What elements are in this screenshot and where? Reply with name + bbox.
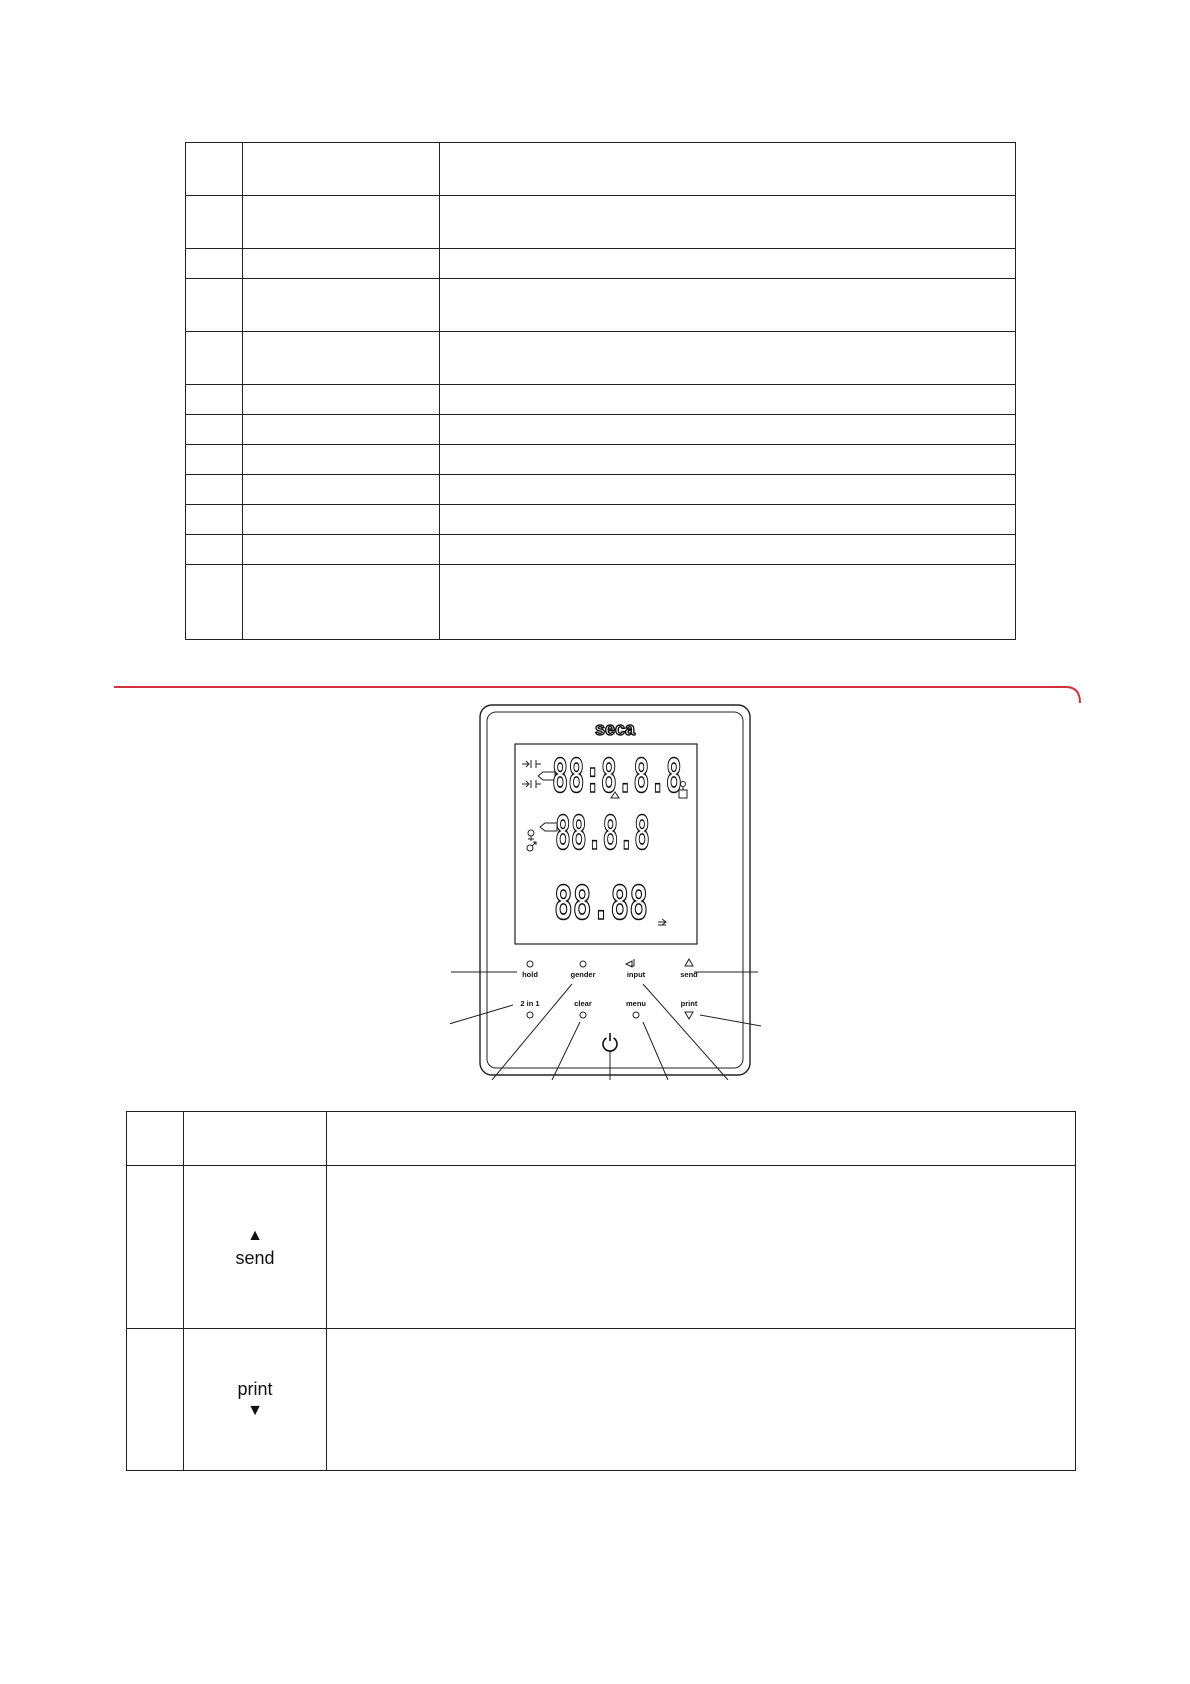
hold-key[interactable]: hold	[522, 970, 538, 979]
send-key-label: send	[235, 1248, 275, 1268]
brand-logo: seca	[594, 719, 636, 739]
print-key[interactable]: print	[680, 999, 698, 1008]
gender-key[interactable]: gender	[570, 970, 596, 979]
up-arrow-icon: ▲	[247, 1227, 263, 1244]
key-function-table	[126, 1111, 1076, 1471]
device-diagram	[450, 660, 780, 1080]
table-row	[127, 1166, 1076, 1329]
input-key[interactable]: input	[626, 970, 646, 979]
clear-key[interactable]: clear	[574, 999, 592, 1008]
lcd-row-3: 88.88	[554, 876, 648, 930]
lcd-row-1: 88:8.8.8	[552, 749, 682, 803]
menu-key[interactable]: menu	[625, 999, 647, 1008]
print-key-label: print	[237, 1378, 273, 1399]
send-key[interactable]: send	[680, 970, 698, 979]
send-key-cell	[184, 1166, 327, 1329]
lcd-row-2: 88.8.8	[555, 806, 650, 860]
down-arrow-icon: ▼	[247, 1401, 263, 1419]
section-divider	[0, 0, 1190, 720]
table-row	[127, 1329, 1076, 1471]
table-header-row	[127, 1112, 1076, 1166]
print-key-cell	[184, 1329, 327, 1471]
two-in-one-key[interactable]: 2 in 1	[520, 999, 540, 1008]
